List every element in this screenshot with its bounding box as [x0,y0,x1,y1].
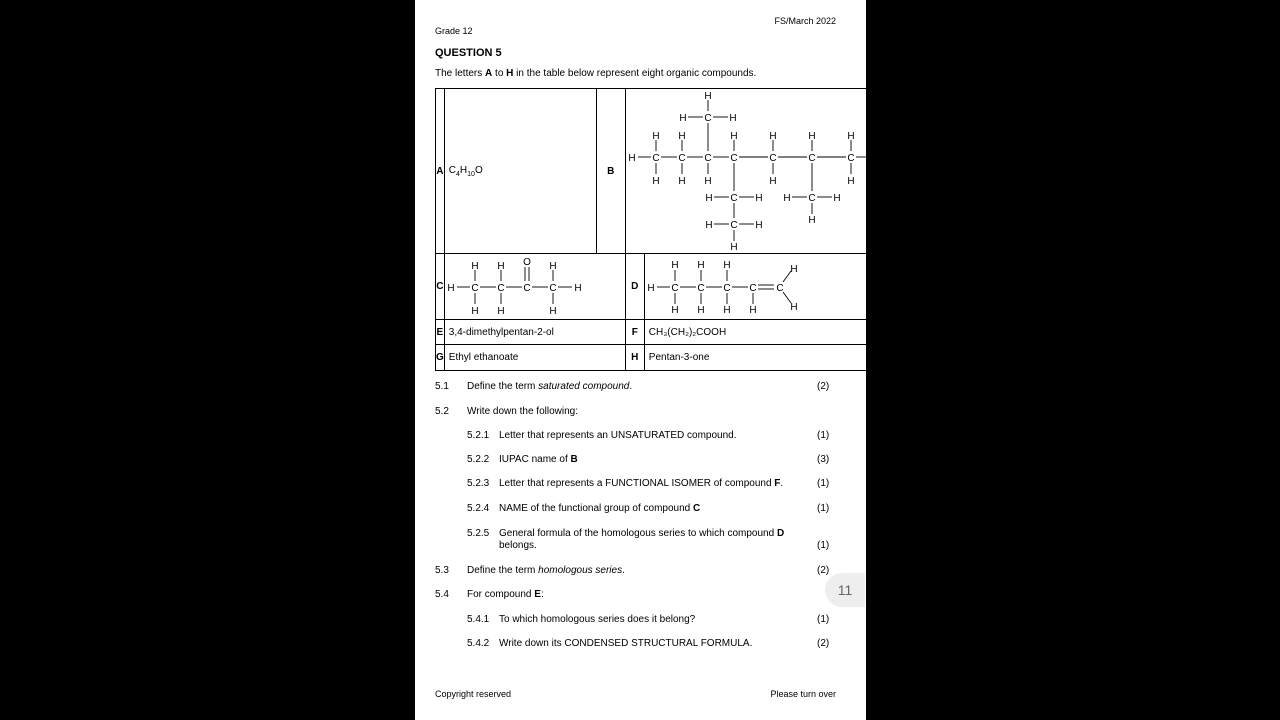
q-5-2-text: Write down the following: [467,406,578,417]
svg-text:H: H [783,193,791,204]
q-5-4-2-number: 5.4.2 [467,638,490,649]
svg-text:H: H [704,91,712,102]
svg-text:C: C [697,283,705,294]
svg-text:C: C [704,113,712,124]
q-5-2-2-number: 5.2.2 [467,454,490,465]
q-5-2-2-text: IUPAC name of B [499,454,578,465]
svg-text:H: H [790,302,798,313]
svg-text:C: C [847,153,855,164]
letter-b: B [596,89,625,254]
svg-text:C: C [523,283,531,294]
q-5-2-5-number: 5.2.5 [467,528,490,539]
q-5-1-number: 5.1 [435,381,449,392]
q-5-3-text: Define the term homologous series. [467,565,625,576]
structure-b-svg [626,89,890,253]
compound-a-formula: $C_4H_{10}O$ [444,89,596,254]
svg-text:C: C [808,193,816,204]
svg-text:H: H [704,176,712,187]
svg-text:H: H [697,305,705,316]
compound-h-name: Pentan-3-one [644,345,890,371]
svg-text:H: H [574,283,582,294]
structure-b-bonds [638,100,867,241]
intro-text: The letters A to H in the table below represent eight organic compounds. [435,68,757,79]
q-5-3-number: 5.3 [435,565,449,576]
svg-text:H: H [679,113,687,124]
svg-text:H: H [628,153,636,164]
svg-text:H: H [497,306,505,317]
exam-date: FS/March 2022 [774,16,836,26]
q-5-2-3-text: Letter that represents a FUNCTIONAL ISOMER of compound F. [499,478,784,489]
letter-f: F [625,320,644,345]
svg-text:H: H [705,220,713,231]
svg-text:H: H [471,261,479,272]
compound-e-name: 3,4-dimethylpentan-2-ol [444,320,625,345]
svg-text:H: H [447,283,455,294]
svg-text:C: C [497,283,505,294]
q-5-2-1-marks: (1) [817,430,830,441]
svg-text:H: H [723,305,731,316]
footer-turn-over: Please turn over [770,689,836,699]
svg-text:H: H [671,260,679,271]
q-5-4-2-text: Write down its CONDENSED STRUCTURAL FORMULA. [499,638,753,649]
svg-text:C: C [671,283,679,294]
svg-text:C: C [471,283,479,294]
page-number-badge[interactable]: 11 [825,573,865,607]
svg-text:H: H [697,260,705,271]
q-5-4-1-text: To which homologous series does it belong? [499,614,696,625]
exam-page [415,0,877,720]
q-5-2-number: 5.2 [435,406,449,417]
compound-table [435,88,891,371]
letter-a: A [436,89,445,254]
svg-text:H: H [769,131,777,142]
q-5-2-3-marks: (1) [817,478,830,489]
svg-text:H: H [652,131,660,142]
q-5-3-marks: (2) [817,565,830,576]
q-5-2-3-number: 5.2.3 [467,478,490,489]
svg-text:C: C [769,153,777,164]
question-title: QUESTION 5 [435,47,502,59]
q-5-2-4-marks: (1) [817,503,830,514]
q-5-2-5-text-line2: belongs. [499,540,537,551]
q-5-2-5-marks: (1) [817,540,830,551]
footer-copyright: Copyright reserved [435,689,512,699]
svg-text:H: H [847,176,855,187]
svg-text:C: C [723,283,731,294]
svg-text:C: C [678,153,686,164]
svg-text:C: C [652,153,660,164]
q-5-4-number: 5.4 [435,589,449,600]
q-5-4-1-number: 5.4.1 [467,614,490,625]
structure-c-svg [445,254,625,319]
q-5-4-text: For compound E: [467,589,544,600]
svg-text:C: C [776,283,784,294]
compound-g-name: Ethyl ethanoate [444,345,625,371]
svg-text:C: C [730,153,738,164]
q-5-1-text: Define the term saturated compound. [467,381,633,392]
svg-text:H: H [790,264,798,275]
q-5-2-1-number: 5.2.1 [467,430,490,441]
structure-b-atoms [628,91,876,253]
compound-b-structure [625,89,890,254]
compound-c-structure [444,254,625,320]
letter-d: D [625,254,644,320]
svg-text:H: H [755,193,763,204]
q-5-2-2-marks: (3) [817,454,830,465]
structure-d-atoms [647,260,797,316]
svg-text:H: H [730,131,738,142]
q-5-2-1-text: Letter that represents an UNSATURATED compound. [499,430,737,441]
svg-text:H: H [549,306,557,317]
svg-text:C: C [730,220,738,231]
letter-h: H [625,345,644,371]
svg-text:H: H [671,305,679,316]
svg-text:H: H [647,283,655,294]
q-5-2-4-number: 5.2.4 [467,503,490,514]
compound-d-structure [644,254,890,320]
grade-label: Grade 12 [435,26,473,36]
q-5-1-marks: (2) [817,381,830,392]
q-5-4-1-marks: (1) [817,614,830,625]
svg-text:H: H [652,176,660,187]
svg-text:H: H [749,305,757,316]
svg-text:O: O [522,257,531,268]
svg-text:H: H [549,261,557,272]
letter-e: E [436,320,445,345]
svg-text:H: H [833,193,841,204]
structure-d-svg [645,254,825,319]
compound-f-formula: CH₃(CH₂)₂COOH [644,320,890,345]
svg-text:H: H [723,260,731,271]
svg-text:H: H [869,153,877,164]
q-5-2-5-text: General formula of the homologous series to which compound D [499,528,785,539]
svg-text:H: H [471,306,479,317]
svg-text:H: H [678,131,686,142]
q-5-4-2-marks: (2) [817,638,830,649]
svg-text:C: C [704,153,712,164]
svg-text:H: H [678,176,686,187]
svg-text:H: H [730,242,738,253]
svg-text:H: H [755,220,763,231]
svg-text:C: C [730,193,738,204]
svg-text:C: C [808,153,816,164]
svg-text:C: C [549,283,557,294]
q-5-2-4-text: NAME of the functional group of compound C [499,503,701,514]
svg-text:H: H [769,176,777,187]
letter-g: G [436,345,445,371]
letter-c: C [436,254,445,320]
svg-text:C: C [749,283,757,294]
svg-text:H: H [808,215,816,226]
svg-text:H: H [705,193,713,204]
svg-text:H: H [808,131,816,142]
svg-text:H: H [729,113,737,124]
svg-text:H: H [497,261,505,272]
svg-text:H: H [847,131,855,142]
